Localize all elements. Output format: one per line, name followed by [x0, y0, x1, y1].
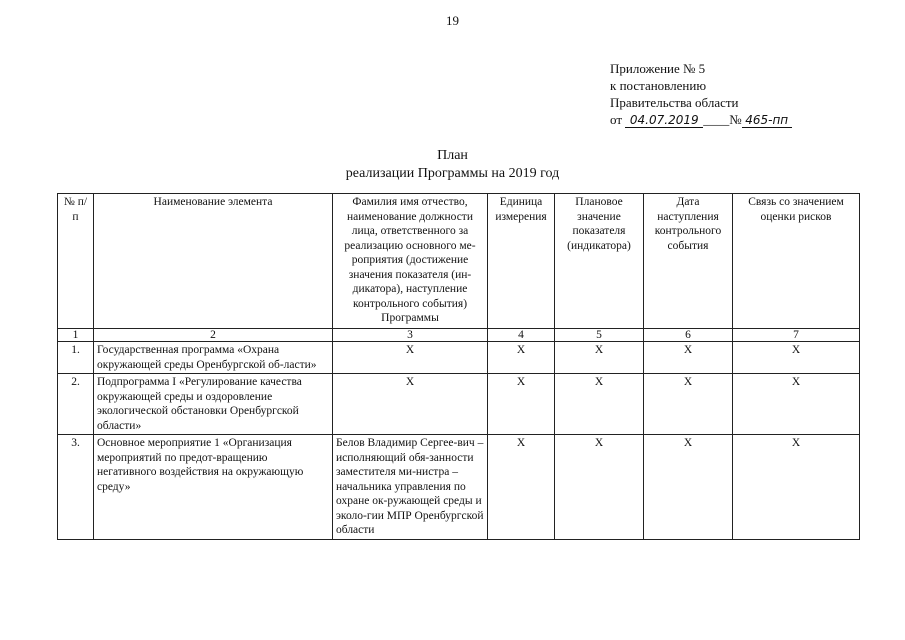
- row-element-name: Государственная программа «Охрана окружающей среды Оренбургской об-ласти»: [94, 342, 333, 374]
- header-plan-value: Плановое значение показателя (индикатора): [555, 194, 644, 329]
- column-number: 6: [644, 329, 733, 342]
- row-element-name: Основное мероприятие 1 «Организация мероприятий по предот-вращению негативного воздействия на окружающую среду»: [94, 435, 333, 540]
- header-risk-link: Связь со значением оценки рисков: [733, 194, 860, 329]
- row-plan-value: X: [555, 374, 644, 435]
- table-row: [58, 435, 860, 540]
- column-number: 5: [555, 329, 644, 342]
- header-element-name: Наименование элемента: [94, 194, 333, 329]
- row-responsible: X: [333, 374, 488, 435]
- date-value: 04.07.2019: [625, 114, 703, 128]
- table-row: [58, 342, 860, 374]
- row-plan-value: X: [555, 435, 644, 540]
- column-number: 3: [333, 329, 488, 342]
- row-number: 3.: [58, 435, 94, 540]
- row-event-date: X: [644, 374, 733, 435]
- row-unit: X: [488, 435, 555, 540]
- row-risk-link: X: [733, 342, 860, 374]
- row-plan-value: X: [555, 342, 644, 374]
- column-number: 4: [488, 329, 555, 342]
- row-element-name: Подпрограмма I «Регулирование качества окружающей среды и оздоровление экологической обстановки Оренбургской области»: [94, 374, 333, 435]
- column-number: 1: [58, 329, 94, 342]
- column-number-row: [58, 329, 860, 342]
- appendix-date-number: [610, 111, 792, 128]
- row-responsible: Белов Владимир Сергее-вич – исполняющий обя-занности заместителя ми-нистра – начальника управления по охране ок-ружающей среды и эколо-гии МПР Оренбургской области: [333, 435, 488, 540]
- header-event-date: Дата наступления контрольного события: [644, 194, 733, 329]
- row-risk-link: X: [733, 374, 860, 435]
- row-event-date: X: [644, 342, 733, 374]
- row-unit: X: [488, 342, 555, 374]
- appendix-resolution: к постановлению: [610, 78, 707, 93]
- date-blank: ____: [703, 112, 730, 127]
- appendix-block: [610, 60, 792, 128]
- row-number: 1.: [58, 342, 94, 374]
- table-header-row: [58, 194, 860, 329]
- appendix-title: Приложение № 5: [610, 61, 706, 76]
- appendix-government: Правительства области: [610, 95, 739, 110]
- title-line-1: План: [437, 148, 468, 163]
- number-value: 465-пп: [742, 114, 792, 128]
- header-number: № п/п: [58, 194, 94, 329]
- row-event-date: X: [644, 435, 733, 540]
- date-prefix: от: [610, 112, 623, 127]
- row-responsible: X: [333, 342, 488, 374]
- page-number: 19: [446, 13, 459, 28]
- number-prefix: №: [729, 112, 742, 127]
- header-responsible: Фамилия имя отчество, наименование должности лица, ответственного за реализацию основного ме-роприятия (достижение значения показателя (ин-дикатора), наступление контрольного события) Программы: [333, 194, 488, 329]
- plan-table: [57, 193, 860, 540]
- table-row: [58, 374, 860, 435]
- header-unit: Единица измерения: [488, 194, 555, 329]
- column-number: 7: [733, 329, 860, 342]
- document-title: [0, 147, 905, 183]
- row-risk-link: X: [733, 435, 860, 540]
- title-line-2: реализации Программы на 2019 год: [345, 166, 560, 181]
- row-unit: X: [488, 374, 555, 435]
- row-number: 2.: [58, 374, 94, 435]
- column-number: 2: [94, 329, 333, 342]
